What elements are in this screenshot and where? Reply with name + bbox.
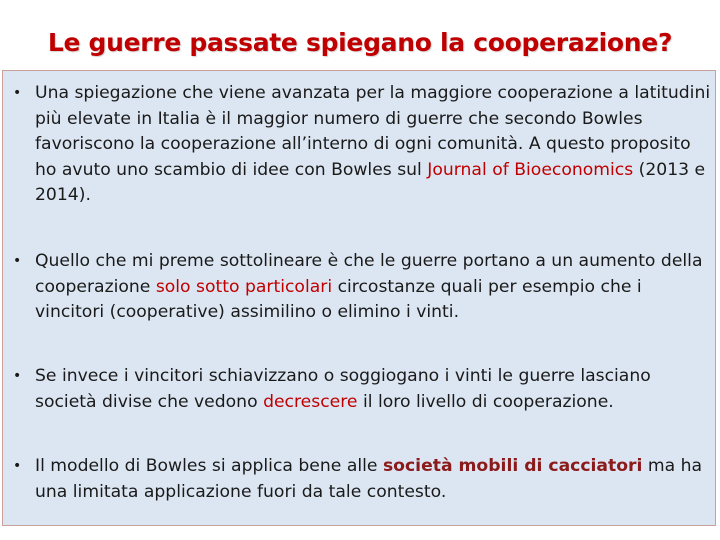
highlight-text: decrescere <box>263 391 358 412</box>
bullet-icon: • <box>13 253 22 269</box>
emphasis-text: società mobili di cacciatori <box>382 456 643 476</box>
bullet-text <box>35 364 715 415</box>
bullet-text <box>35 454 715 505</box>
bullet-text-segment: (2013 e 2014). <box>35 159 706 205</box>
journal-name: Journal of Bioeconomics <box>427 159 634 180</box>
bullet-text-segment: Il modello di Bowles si applica bene alle <box>35 456 383 476</box>
bullet-icon: • <box>13 85 22 101</box>
bullet-text <box>35 81 715 209</box>
bullet-icon: • <box>13 368 22 384</box>
bullet-text <box>35 249 715 326</box>
bullet-text-segment: Una spiegazione che viene avanzata per la maggiore cooperazione a latitudini più elevate in Italia è il maggior numero di guerre che secondo Bowles favoriscono la cooperazione all’interno di ogni comunità. A questo proposito ho avuto uno scambio di idee con Bowles sul <box>35 83 711 180</box>
bullet-text-segment: Quello che mi preme sottolineare è che le guerre portano a un aumento della cooperazione <box>35 251 703 297</box>
content-box <box>2 70 716 526</box>
bullet-icon: • <box>13 458 22 474</box>
bullet-text-segment: circostanze quali per esempio che i vincitori (cooperative) assimilino o elimino i vinti. <box>35 276 642 322</box>
slide-title: Le guerre passate spiegano la cooperazione? <box>47 28 673 57</box>
bullet-text-segment: ma ha una limitata applicazione fuori da tale contesto. <box>35 456 703 502</box>
bullet-text-segment: il loro livello di cooperazione. <box>357 391 614 412</box>
bullet-text-segment: Se invece i vincitori schiavizzano o soggiogano i vinti le guerre lasciano società divise che vedono <box>35 366 651 412</box>
highlight-text: solo sotto particolari <box>155 276 333 297</box>
